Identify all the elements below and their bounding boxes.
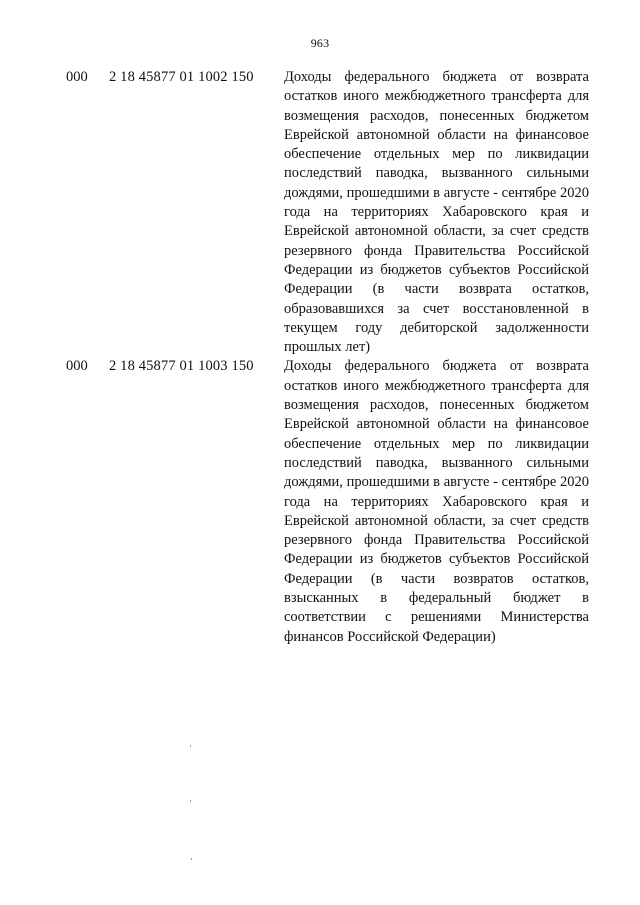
budget-classification-code: 2 18 45877 01 1002 150 (109, 69, 254, 85)
admin-code: 000 (66, 69, 88, 85)
income-description: Доходы федерального бюджета от возврата остатков иного межбюджетного трансферта для возмещения расходов, понесенных бюджетом Еврейской автономной области на финансовое обеспечение отдельных мер по ликвидации последствий паводка, вызванного сильными дождями, прошедшими в августе - сентябре 2020 года на территориях Хабаровского края и Еврейской автономной области, за счет средств резервного фонда Правительства Российской Федерации из бюджетов субъектов Российской Федерации (в части возврата остатков, образовавшихся за счет восстановленной в текущем году дебиторской задолженности прошлых лет) (284, 69, 589, 356)
scan-speck (191, 858, 192, 860)
admin-code: 000 (66, 358, 88, 375)
income-description: Доходы федерального бюджета от возврата остатков иного межбюджетного трансферта для возмещения расходов, понесенных бюджетом Еврейской автономной области на финансовое обеспечение отдельных мер по ликвидации последствий паводка, вызванного сильными дождями, прошедшими в августе - сентябре 2020 года на территориях Хабаровского края и Еврейской автономной области, за счет средств резервного фонда Правительства Российской Федерации из бюджетов субъектов Российской Федерации (в части возвратов остатков, взысканных в федеральный бюджет в соответствии с решениями Министерства финансов Российской Федерации) (284, 358, 589, 645)
budget-code-table (0, 68, 640, 647)
scan-speck (190, 800, 191, 802)
budget-classification-code: 2 18 45877 01 1003 150 (109, 358, 254, 375)
table-row (0, 68, 640, 357)
table-row (0, 357, 640, 646)
scan-speck (190, 745, 191, 747)
page-number: 963 (310, 36, 330, 50)
